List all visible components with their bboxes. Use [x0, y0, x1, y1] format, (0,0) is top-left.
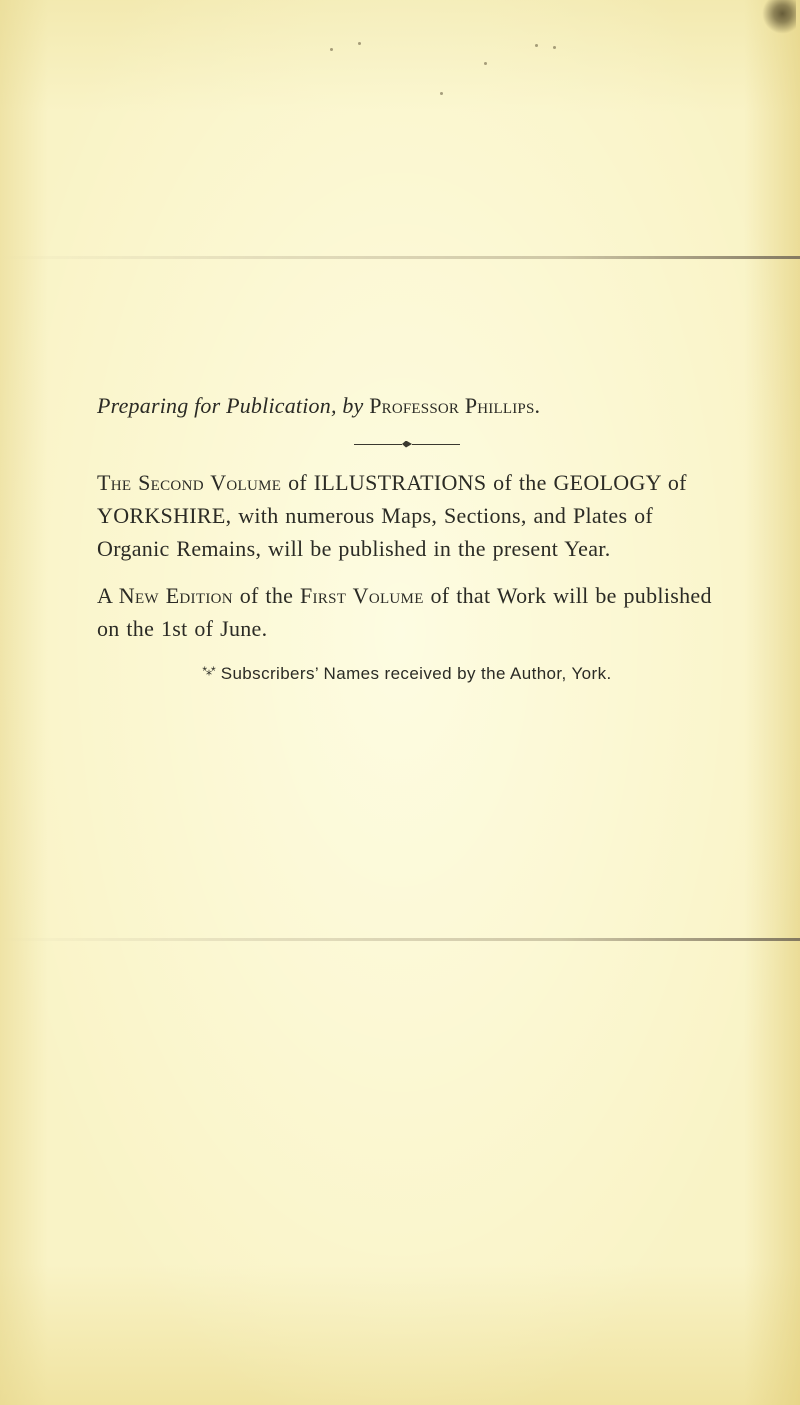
new-edition-text: of that Work will be published on the 1st of June.	[97, 583, 712, 641]
second-volume-text: of ILLUSTRATIONS of the GEOLOGY of YORKSHIRE, with numerous Maps, Sections, and Plates of Organic Remains, will be published in the present Year.	[97, 470, 687, 561]
notice-heading	[97, 392, 717, 420]
corner-stain	[762, 0, 796, 34]
publication-notice	[97, 392, 717, 686]
paper-speck	[553, 46, 556, 49]
page-fold-line-bottom	[0, 938, 800, 941]
paper-speck	[440, 92, 443, 95]
new-edition-label: New Edition	[118, 583, 233, 608]
ornament-divider	[97, 438, 717, 450]
asterism-icon: *⁎*	[202, 664, 215, 678]
first-volume-label: First Volume	[300, 583, 424, 608]
subscribers-text: Subscribers’ Names received by the Author, York.	[220, 664, 612, 683]
new-edition-paragraph: A New Edition of the First Volume of that Work will be published on the 1st of June.	[97, 583, 712, 641]
page-fold-line-top	[0, 256, 800, 259]
heading-italic-text: Preparing for Publication, by	[97, 393, 370, 418]
second-volume-paragraph	[97, 466, 717, 565]
paper-speck	[330, 48, 333, 51]
paper-speck	[358, 42, 361, 45]
heading-author: Professor Phillips.	[369, 393, 541, 418]
paper-speck	[484, 62, 487, 65]
subscribers-note	[97, 663, 717, 686]
diamond-ornament-icon	[402, 441, 412, 448]
paper-speck	[535, 44, 538, 47]
second-volume-label: The Second Volume	[97, 470, 282, 495]
